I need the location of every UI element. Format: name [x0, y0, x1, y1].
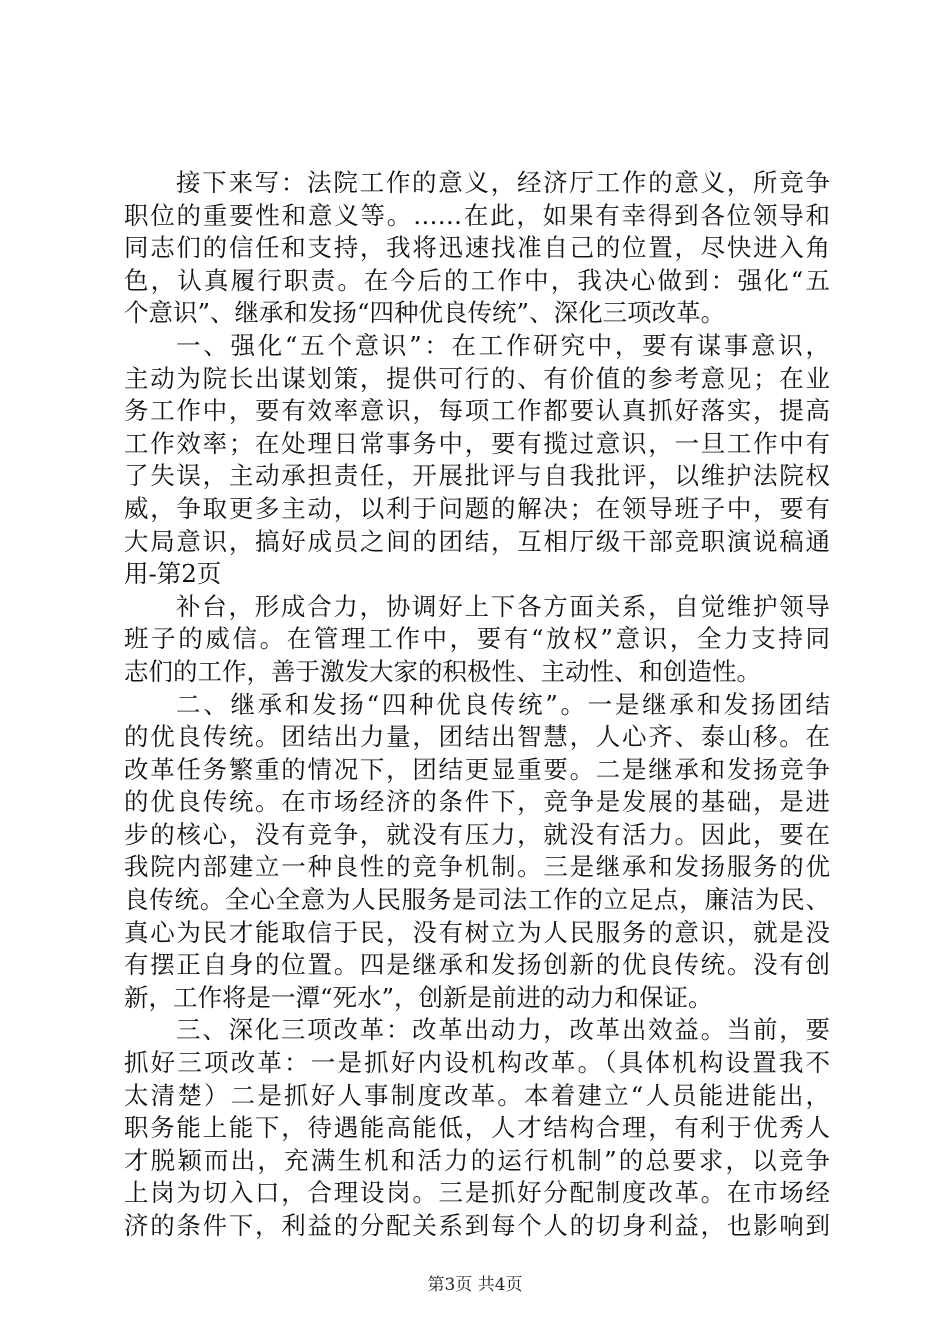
text-line: 才脱颖而出，充满生机和活力的运行机制”的总要求，以竞争 — [124, 1145, 830, 1175]
text-line: 良传统。全心全意为人民服务是司法工作的立足点，廉洁为民、 — [124, 885, 830, 915]
text-line: 色，认真履行职责。在今后的工作中，我决心做到：强化“五 — [124, 265, 830, 295]
text-line: 济的条件下，利益的分配关系到每个人的切身利益，也影响到 — [124, 1211, 830, 1240]
text-line: 二、继承和发扬“四种优良传统”。一是继承和发扬团结 — [176, 689, 830, 719]
text-line: 班子的威信。在管理工作中，要有“放权”意识，全力支持同 — [124, 624, 830, 654]
text-line: 有摆正自身的位置。四是继承和发扬创新的优良传统。没有创 — [124, 950, 830, 980]
text-line: 步的核心，没有竞争，就没有压力，就没有活力。因此，要在 — [124, 819, 830, 849]
text-line: 工作效率；在处理日常事务中，要有揽过意识，一旦工作中有 — [124, 428, 830, 458]
text-line: 抓好三项改革：一是抓好内设机构改革。（具体机构设置我不 — [124, 1048, 830, 1078]
text-line: 太清楚）二是抓好人事制度改革。本着建立“人员能进能出， — [124, 1080, 830, 1110]
text-line: 上岗为切入口，合理设岗。三是抓好分配制度改革。在市场经 — [124, 1178, 830, 1208]
text-line: 我院内部建立一种良性的竞争机制。三是继承和发扬服务的优 — [124, 852, 830, 882]
text-line: 职务能上能下，待遇能高能低，人才结构合理，有利于优秀人 — [124, 1113, 830, 1143]
text-line: 的优良传统。团结出力量，团结出智慧，人心齐、泰山移。在 — [124, 722, 830, 752]
text-line: 的优良传统。在市场经济的条件下，竞争是发展的基础，是进 — [124, 787, 830, 817]
text-line: 威，争取更多主动，以利于问题的解决；在领导班子中，要有 — [124, 493, 830, 523]
text-line: 真心为民才能取信于民，没有树立为人民服务的意识，就是没 — [124, 917, 830, 947]
text-line: 务工作中，要有效率意识，每项工作都要认真抓好落实，提高 — [124, 396, 830, 426]
text-line: 志们的工作，善于激发大家的积极性、主动性、和创造性。 — [124, 656, 761, 686]
text-line: 大局意识，搞好成员之间的团结，互相厅级干部竞职演说稿通 — [124, 526, 830, 556]
text-line: 了失误，主动承担责任，开展批评与自我批评，以维护法院权 — [124, 461, 830, 491]
text-line: 职位的重要性和意义等。……在此，如果有幸得到各位领导和 — [124, 200, 830, 230]
text-line: 新，工作将是一潭“死水”，创新是前进的动力和保证。 — [124, 982, 713, 1012]
text-line: 一、强化“五个意识”：在工作研究中，要有谋事意识， — [176, 330, 830, 360]
text-line: 接下来写：法院工作的意义，经济厅工作的意义，所竞争 — [176, 168, 830, 197]
text-line: 补台，形成合力，协调好上下各方面关系，自觉维护领导 — [176, 591, 830, 621]
document-body — [124, 167, 830, 1243]
text-line: 用-第2页 — [124, 559, 222, 589]
text-line: 个意识”、继承和发扬“四种优良传统”、深化三项改革。 — [124, 298, 726, 328]
text-line: 同志们的信任和支持，我将迅速找准自己的位置，尽快进入角 — [124, 233, 830, 263]
text-line: 改革任务繁重的情况下，团结更显重要。二是继承和发扬竞争 — [124, 754, 830, 784]
text-line: 主动为院长出谋划策，提供可行的、有价值的参考意见；在业 — [124, 363, 830, 393]
page-number-footer: 第3页 共4页 — [427, 1275, 523, 1295]
text-line: 三、深化三项改革：改革出动力，改革出效益。当前，要 — [176, 1015, 830, 1045]
